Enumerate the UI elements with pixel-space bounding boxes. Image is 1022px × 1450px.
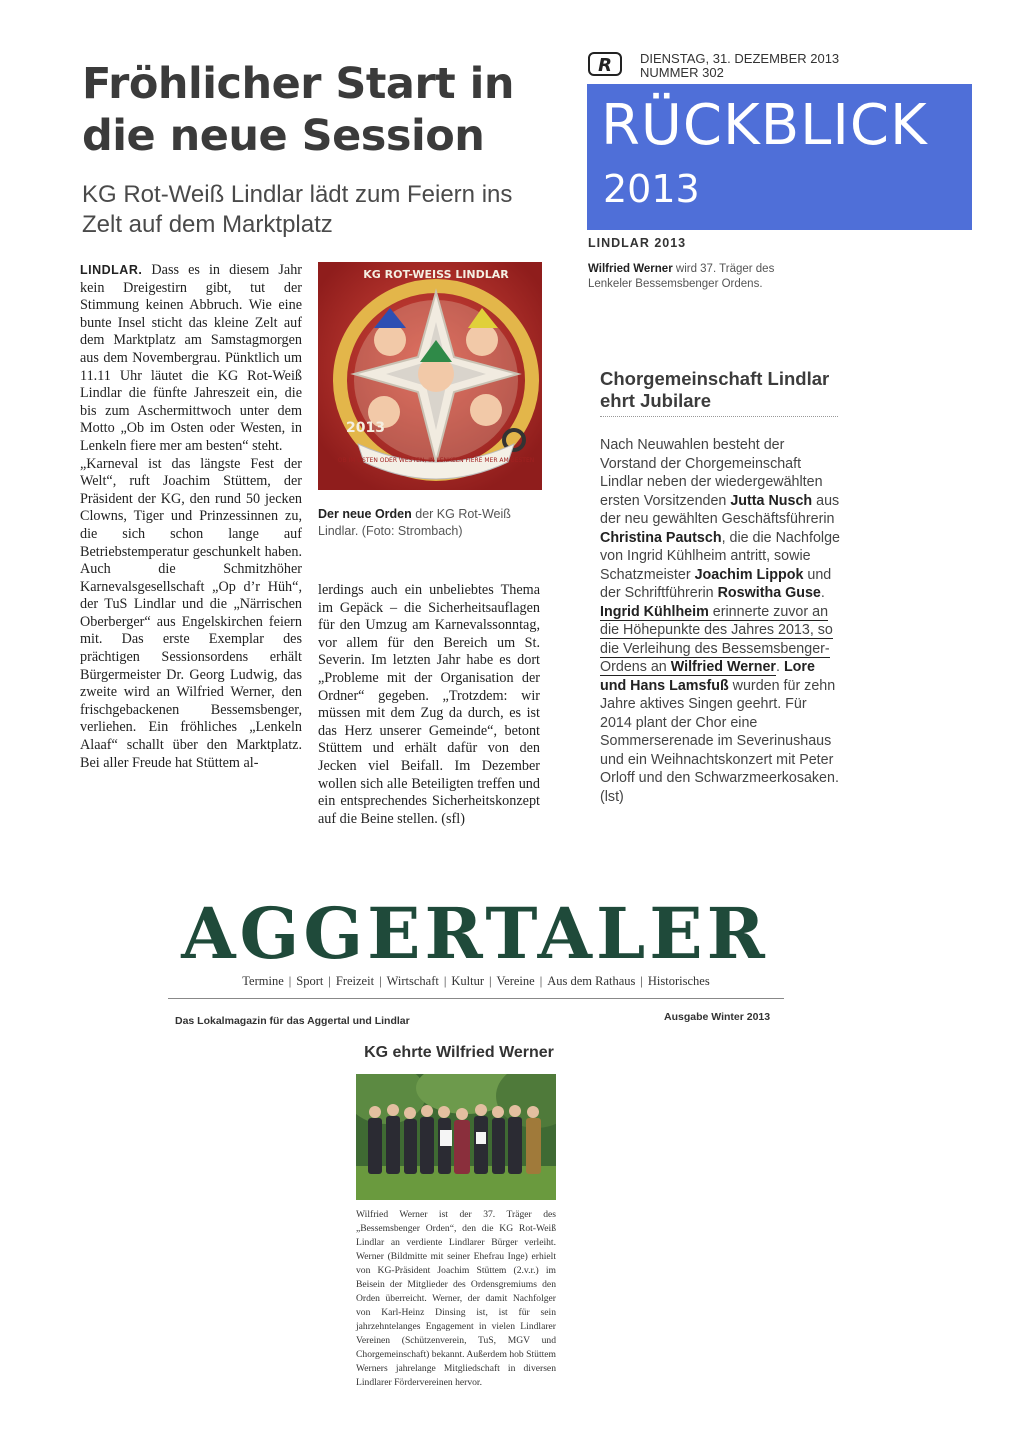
section-label: LINDLAR 2013: [588, 236, 687, 250]
headline: Fröhlicher Start in die neue Session: [82, 59, 515, 161]
image-caption-bold: Der neue Orden: [318, 507, 412, 521]
issue-number: NUMMER 302: [640, 65, 724, 80]
masthead-nav: [168, 974, 784, 989]
issue-date: DIENSTAG, 31. DEZEMBER 2013: [640, 51, 840, 66]
chor-name-4: Roswitha Guse: [717, 585, 821, 601]
rueckblick-year: 2013: [603, 167, 700, 211]
paragraph-3: lerdings auch ein unbeliebtes Thema im Gepäck – die Sicherheitsauflagen für den Umzug am Karnevalssonntag, vor allem für den Bereich um St. Severin. Im letzten Jahr habe es dort „Probleme mit der Organisation der Ordner“ gegeben. „Trotzdem: wir müssen mit dem Zug da durch, es ist das Herz unserer Gemeinde“, betont Stüttem und erhält dafür von den Jecken viel Beifall. Im Dezember wollen sich alle Beteiligten treffen und ein entsprechendes Sicherheitskonzept auf die Beine stellen. (sfl): [318, 582, 540, 827]
chor-article-title: Chorgemeinschaft Lindlar ehrt Jubilare: [600, 368, 830, 411]
chor-name-7: Lore und Hans Lamsfuß: [600, 659, 815, 694]
chor-name-6: Wilfried Werner: [670, 659, 776, 675]
masthead-rule: [168, 998, 784, 999]
nav-separator: |: [640, 974, 643, 988]
nav-separator: |: [489, 974, 492, 988]
kg-article-title: KG ehrte Wilfried Werner: [364, 1044, 554, 1061]
article-column-2: [318, 582, 540, 828]
chor-name-2: Christina Pautsch: [600, 529, 722, 546]
nav-separator: |: [288, 974, 292, 988]
issue-info: [640, 52, 839, 80]
nav-separator: |: [539, 974, 543, 988]
masthead-tagline: Das Lokalmagazin für das Aggertal und Lindlar: [175, 1015, 410, 1027]
chor-text-3: , die die Nachfolge von Ingrid Kühlheim antritt, sowie Schatzmeister: [600, 529, 840, 583]
short-note-bold: Wilfried Werner: [588, 263, 673, 275]
short-note-text: wird 37. Träger des Lenkeler Bessemsbenger Ordens.: [588, 263, 775, 290]
paragraph-2: „Karneval ist das längste Fest der Welt“, ruft Joachim Stüttem, der Präsident der KG, den rund 50 jecken Clowns, Tiger und Prinzessinnen zu, die sich schon lange auf Betriebstemperatur geschunkelt haben. Auch die Schmitzhöher Karnevalsgesellschaft „Op d’r Hüh“, der TuS Lindlar und die „Närrischen Oberberger“ aus Engelskirchen feiern mit. Das erste Exemplar des prächtigen Sessionsordens erhält Bürgermeister Dr. Georg Ludwig, das zweite wird an Wilfried Werner, den frischgebackenen Bessemsbenger, verliehen. Ein fröhliches „Lenkeln Alaaf“ schallt über den Marktplatz. Bei aller Freude hat Stüttem al-: [80, 455, 302, 771]
chor-text-1: Nach Neuwahlen besteht der Vorstand der Chorgemeinschaft Lindlar neben der wiedergewählten ersten Vorsitzenden: [600, 437, 823, 509]
rueckblick-title: RÜCKBLICK: [601, 93, 928, 158]
nav-sport: Sport: [296, 974, 324, 988]
paragraph-1: Dass es in diesem Jahr kein Dreigestirn gibt, tut der Stimmung keinen Abbruch. Wie eine bunte Insel sticht das kleine Zelt auf dem Marktplatz am Samstagmorgen aus dem Novembergrau. Pünktlich um 11.11 Uhr läutet die KG Rot-Weiß Lindlar die fünfte Jahreszeit ein, die bis zum Aschermittwoch unter dem Motto „Ob im Osten oder Westen, in Lenkeln fiere mer am besten“ steht.: [80, 262, 303, 454]
nav-historisches: Historisches: [647, 974, 710, 988]
medal-arc-text: KG ROT-WEISS LINDLAR: [363, 268, 509, 281]
dateline: LINDLAR.: [80, 263, 143, 277]
chor-name-5: Ingrid Kühlheim: [600, 603, 709, 620]
nav-wirtschaft: Wirtschaft: [386, 974, 439, 988]
short-note: [588, 262, 788, 292]
chor-text-5: .: [820, 585, 825, 601]
image-caption: [318, 506, 544, 540]
nav-vereine: Vereine: [496, 974, 535, 988]
nav-kultur: Kultur: [451, 974, 484, 988]
nav-termine: Termine: [242, 974, 284, 988]
chor-name-3: Joachim Lippok: [694, 566, 804, 583]
nav-separator: |: [443, 974, 447, 988]
nav-separator: |: [328, 974, 331, 988]
nav-separator: |: [379, 974, 382, 988]
chor-text-4: und der Schriftführerin: [600, 566, 832, 601]
chor-name-1: Jutta Nusch: [730, 492, 813, 509]
photo-caption: Wilfried Werner ist der 37. Träger des „Bessemsbenger Orden“, den die KG Rot-Weiß Lindlar an verdiente Lindlarer Bürger verleiht. Werner (Bildmitte mit seiner Ehefrau Inge) erhielt von KG-Präsident Joachim Stüttem (2.v.r.) im Beisein der Mitglieder des Ordensgremiums den Orden überreicht. Werner, der damit Nachfolger von Karl-Heinz Dinsing ist, ist für sein jahrzehntelanges Engagement in vielen Lindlarer Vereinen (Schützenverein, TuS, MGV und Chorgemeinschaft) bekannt. Außerdem hob Stüttem Werners jahrelange Mitgliedschaft in diversen Lindlarer Fördervereinen hervor.: [356, 1209, 556, 1388]
image-caption-text: der KG Rot-Weiß Lindlar. (Foto: Strombach): [318, 507, 511, 538]
edition-label: Ausgabe Winter 2013: [664, 1011, 771, 1023]
medal-ribbon-text: OB IM OSTEN ODER WESTEN, IN LENKELN FIERE MER AM BESTEN: [337, 457, 535, 464]
nav-aus-dem-rathaus: Aus dem Rathaus: [547, 974, 636, 988]
chor-text-6: erinnerte zuvor an die Höhepunkte des Jahres 2013, so die Verleihung des Bessemsbenger-Ordens an: [600, 603, 833, 675]
group-photo: [356, 1074, 556, 1200]
article-column-1: [80, 262, 302, 772]
chor-text-2: aus der neu gewählten Geschäftsführerin: [600, 492, 840, 527]
divider: [600, 416, 838, 417]
aggertaler-masthead: AGGERTALER: [181, 892, 769, 975]
chor-text-7: .: [776, 659, 784, 675]
medal-photo: [318, 262, 542, 490]
chor-text-8: wurden für zehn Jahre aktives Singen geehrt. Für 2014 plant der Chor eine Sommerserenade im Severinushaus und ein Weihnachtskonzert mit Peter Orloff und den Schwarzmeerkosaken. (lst): [600, 677, 839, 805]
newspaper-logo: R: [588, 52, 622, 76]
chor-article-body: [600, 436, 842, 806]
nav-freizeit: Freizeit: [335, 974, 375, 988]
subheadline: KG Rot-Weiß Lindlar lädt zum Feiern ins Zelt auf dem Marktplatz: [82, 181, 513, 238]
medal-year: 2013: [346, 420, 385, 436]
